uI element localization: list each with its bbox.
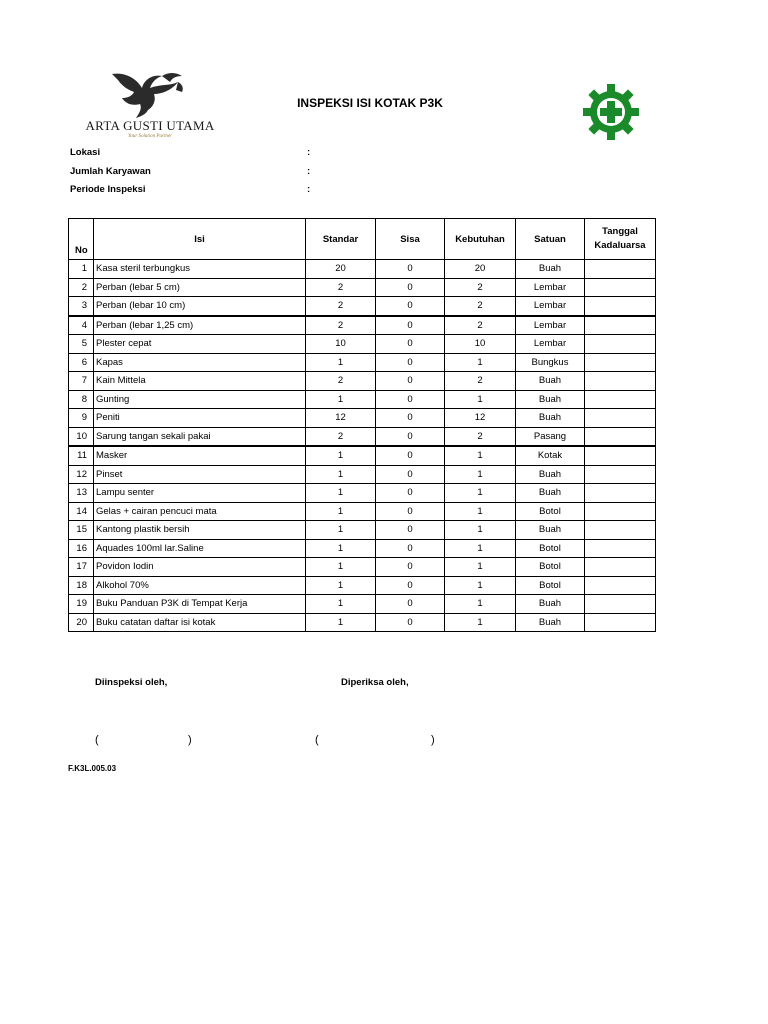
cell-no: 17 — [69, 558, 94, 577]
cell-standar: 12 — [306, 409, 376, 428]
cell-sisa: 0 — [376, 353, 445, 372]
table-header-row — [69, 219, 656, 260]
cell-no: 4 — [69, 316, 94, 335]
cell-no: 18 — [69, 576, 94, 595]
inspected-by-label: Diinspeksi oleh, — [95, 677, 168, 688]
cell-tanggal — [585, 465, 656, 484]
cell-sisa: 0 — [376, 372, 445, 391]
cell-standar: 1 — [306, 558, 376, 577]
cell-standar: 1 — [306, 502, 376, 521]
cell-no: 7 — [69, 372, 94, 391]
inspection-table — [68, 218, 656, 632]
cell-standar: 2 — [306, 278, 376, 297]
cell-tanggal — [585, 372, 656, 391]
cell-kebutuhan: 12 — [445, 409, 516, 428]
cell-isi: Perban (lebar 5 cm) — [94, 278, 306, 297]
inspector-signature-open: ( — [95, 734, 99, 746]
periode-inspeksi-label: Periode Inspeksi — [70, 184, 146, 195]
cell-satuan: Bungkus — [516, 353, 585, 372]
checker-signature-open: ( — [315, 734, 319, 746]
cell-tanggal — [585, 521, 656, 540]
cell-no: 19 — [69, 595, 94, 614]
cell-sisa: 0 — [376, 335, 445, 354]
cell-no: 20 — [69, 613, 94, 632]
cell-kebutuhan: 1 — [445, 465, 516, 484]
table-row — [69, 278, 656, 297]
cell-satuan: Lembar — [516, 297, 585, 316]
cell-kebutuhan: 2 — [445, 297, 516, 316]
cell-kebutuhan: 1 — [445, 576, 516, 595]
cell-isi: Kain Mittela — [94, 372, 306, 391]
cell-no: 11 — [69, 446, 94, 465]
cell-sisa: 0 — [376, 278, 445, 297]
cell-satuan: Lembar — [516, 335, 585, 354]
cell-standar: 20 — [306, 260, 376, 279]
lokasi-colon: : — [307, 147, 311, 158]
cell-no: 13 — [69, 484, 94, 503]
cell-no: 2 — [69, 278, 94, 297]
cell-tanggal — [585, 558, 656, 577]
cell-kebutuhan: 2 — [445, 278, 516, 297]
table-row — [69, 613, 656, 632]
header-isi: Isi — [94, 219, 306, 260]
table-row — [69, 353, 656, 372]
cell-no: 14 — [69, 502, 94, 521]
cell-tanggal — [585, 278, 656, 297]
cell-tanggal — [585, 613, 656, 632]
cell-tanggal — [585, 446, 656, 465]
cell-kebutuhan: 20 — [445, 260, 516, 279]
cell-standar: 1 — [306, 353, 376, 372]
cell-tanggal — [585, 260, 656, 279]
cell-satuan: Buah — [516, 613, 585, 632]
cell-sisa: 0 — [376, 521, 445, 540]
cell-satuan: Lembar — [516, 278, 585, 297]
form-code: F.K3L.005.03 — [68, 764, 117, 773]
cell-isi: Sarung tangan sekali pakai — [94, 427, 306, 446]
jumlah-karyawan-label: Jumlah Karyawan — [70, 166, 151, 177]
cell-sisa: 0 — [376, 502, 445, 521]
header-tanggal-line1: Tanggal — [602, 226, 638, 237]
cell-tanggal — [585, 502, 656, 521]
company-name: ARTA GUSTI UTAMA — [85, 118, 215, 133]
cell-satuan: Buah — [516, 260, 585, 279]
cell-no: 15 — [69, 521, 94, 540]
table-row — [69, 427, 656, 446]
cell-no: 3 — [69, 297, 94, 316]
cell-sisa: 0 — [376, 316, 445, 335]
cell-isi: Perban (lebar 10 cm) — [94, 297, 306, 316]
cell-sisa: 0 — [376, 595, 445, 614]
cell-kebutuhan: 1 — [445, 502, 516, 521]
cell-sisa: 0 — [376, 613, 445, 632]
cell-tanggal — [585, 390, 656, 409]
table-row — [69, 465, 656, 484]
cell-tanggal — [585, 335, 656, 354]
cell-no: 1 — [69, 260, 94, 279]
cell-standar: 1 — [306, 595, 376, 614]
cell-standar: 10 — [306, 335, 376, 354]
cell-no: 6 — [69, 353, 94, 372]
cell-isi: Gunting — [94, 390, 306, 409]
cell-sisa: 0 — [376, 390, 445, 409]
cell-sisa: 0 — [376, 409, 445, 428]
cell-isi: Masker — [94, 446, 306, 465]
cell-tanggal — [585, 539, 656, 558]
cell-standar: 2 — [306, 297, 376, 316]
cell-satuan: Kotak — [516, 446, 585, 465]
cell-isi: Peniti — [94, 409, 306, 428]
cell-satuan: Lembar — [516, 316, 585, 335]
cell-tanggal — [585, 316, 656, 335]
pegasus-logo-icon — [70, 68, 230, 120]
cell-tanggal — [585, 427, 656, 446]
cell-satuan: Pasang — [516, 427, 585, 446]
checked-by-label: Diperiksa oleh, — [341, 677, 409, 688]
cell-sisa: 0 — [376, 260, 445, 279]
cell-isi: Gelas + cairan pencuci mata — [94, 502, 306, 521]
header-standar: Standar — [306, 219, 376, 260]
table-row — [69, 409, 656, 428]
cell-isi: Buku Panduan P3K di Tempat Kerja — [94, 595, 306, 614]
cell-satuan: Botol — [516, 539, 585, 558]
page-title: INSPEKSI ISI KOTAK P3K — [297, 96, 443, 110]
cell-no: 10 — [69, 427, 94, 446]
cell-tanggal — [585, 595, 656, 614]
header-sisa: Sisa — [376, 219, 445, 260]
table-row — [69, 595, 656, 614]
cell-standar: 1 — [306, 576, 376, 595]
cell-satuan: Buah — [516, 465, 585, 484]
header-kebutuhan: Kebutuhan — [445, 219, 516, 260]
cell-kebutuhan: 1 — [445, 539, 516, 558]
cell-kebutuhan: 1 — [445, 353, 516, 372]
periode-inspeksi-colon: : — [307, 184, 311, 195]
cell-tanggal — [585, 297, 656, 316]
cell-standar: 1 — [306, 613, 376, 632]
cell-kebutuhan: 10 — [445, 335, 516, 354]
table-row — [69, 335, 656, 354]
cell-isi: Povidon Iodin — [94, 558, 306, 577]
cell-standar: 1 — [306, 390, 376, 409]
header-satuan: Satuan — [516, 219, 585, 260]
cell-satuan: Buah — [516, 595, 585, 614]
table-row — [69, 521, 656, 540]
cell-standar: 1 — [306, 539, 376, 558]
safety-gear-cross-icon — [582, 83, 640, 141]
cell-sisa: 0 — [376, 465, 445, 484]
cell-no: 12 — [69, 465, 94, 484]
cell-satuan: Buah — [516, 390, 585, 409]
cell-tanggal — [585, 353, 656, 372]
cell-satuan: Botol — [516, 502, 585, 521]
cell-satuan: Botol — [516, 558, 585, 577]
cell-tanggal — [585, 576, 656, 595]
cell-tanggal — [585, 484, 656, 503]
cell-no: 16 — [69, 539, 94, 558]
table-row — [69, 539, 656, 558]
cell-kebutuhan: 1 — [445, 446, 516, 465]
table-row — [69, 260, 656, 279]
cell-standar: 2 — [306, 427, 376, 446]
cell-no: 5 — [69, 335, 94, 354]
header-tanggal-kadaluarsa — [585, 219, 656, 260]
cell-no: 9 — [69, 409, 94, 428]
checker-signature-close: ) — [431, 734, 435, 746]
table-row — [69, 446, 656, 465]
cell-isi: Alkohol 70% — [94, 576, 306, 595]
cell-isi: Kantong plastik bersih — [94, 521, 306, 540]
cell-satuan: Botol — [516, 576, 585, 595]
cell-sisa: 0 — [376, 558, 445, 577]
cell-sisa: 0 — [376, 446, 445, 465]
cell-kebutuhan: 1 — [445, 558, 516, 577]
cell-standar: 1 — [306, 521, 376, 540]
cell-satuan: Buah — [516, 484, 585, 503]
cell-sisa: 0 — [376, 427, 445, 446]
cell-kebutuhan: 1 — [445, 521, 516, 540]
inspector-signature-close: ) — [188, 734, 192, 746]
cell-tanggal — [585, 409, 656, 428]
cell-sisa: 0 — [376, 484, 445, 503]
cell-isi: Kasa steril terbungkus — [94, 260, 306, 279]
cell-standar: 1 — [306, 446, 376, 465]
company-tagline: Your Solution Partner — [128, 134, 172, 139]
header-tanggal-line2: Kadaluarsa — [594, 240, 646, 251]
cell-isi: Plester cepat — [94, 335, 306, 354]
cell-kebutuhan: 1 — [445, 390, 516, 409]
table-row — [69, 316, 656, 335]
lokasi-label: Lokasi — [70, 147, 101, 158]
cell-isi: Kapas — [94, 353, 306, 372]
cell-isi: Lampu senter — [94, 484, 306, 503]
cell-sisa: 0 — [376, 576, 445, 595]
cell-isi: Aquades 100ml lar.Saline — [94, 539, 306, 558]
cell-isi: Pinset — [94, 465, 306, 484]
k3-safety-logo — [582, 83, 640, 141]
cell-sisa: 0 — [376, 539, 445, 558]
table-row — [69, 484, 656, 503]
header-no: No — [69, 219, 94, 260]
table-row — [69, 297, 656, 316]
cell-satuan: Buah — [516, 521, 585, 540]
table-row — [69, 576, 656, 595]
cell-kebutuhan: 2 — [445, 316, 516, 335]
cell-standar: 2 — [306, 372, 376, 391]
jumlah-karyawan-colon: : — [307, 166, 311, 177]
table-row — [69, 502, 656, 521]
cell-kebutuhan: 2 — [445, 427, 516, 446]
cell-no: 8 — [69, 390, 94, 409]
cell-satuan: Buah — [516, 409, 585, 428]
table-row — [69, 372, 656, 391]
cell-kebutuhan: 1 — [445, 484, 516, 503]
cell-isi: Buku catatan daftar isi kotak — [94, 613, 306, 632]
cell-kebutuhan: 2 — [445, 372, 516, 391]
cell-isi: Perban (lebar 1,25 cm) — [94, 316, 306, 335]
cell-standar: 1 — [306, 484, 376, 503]
cell-kebutuhan: 1 — [445, 595, 516, 614]
table-row — [69, 390, 656, 409]
cell-sisa: 0 — [376, 297, 445, 316]
table-row — [69, 558, 656, 577]
company-logo — [70, 68, 230, 146]
cell-satuan: Buah — [516, 372, 585, 391]
cell-standar: 1 — [306, 465, 376, 484]
cell-standar: 2 — [306, 316, 376, 335]
cell-kebutuhan: 1 — [445, 613, 516, 632]
